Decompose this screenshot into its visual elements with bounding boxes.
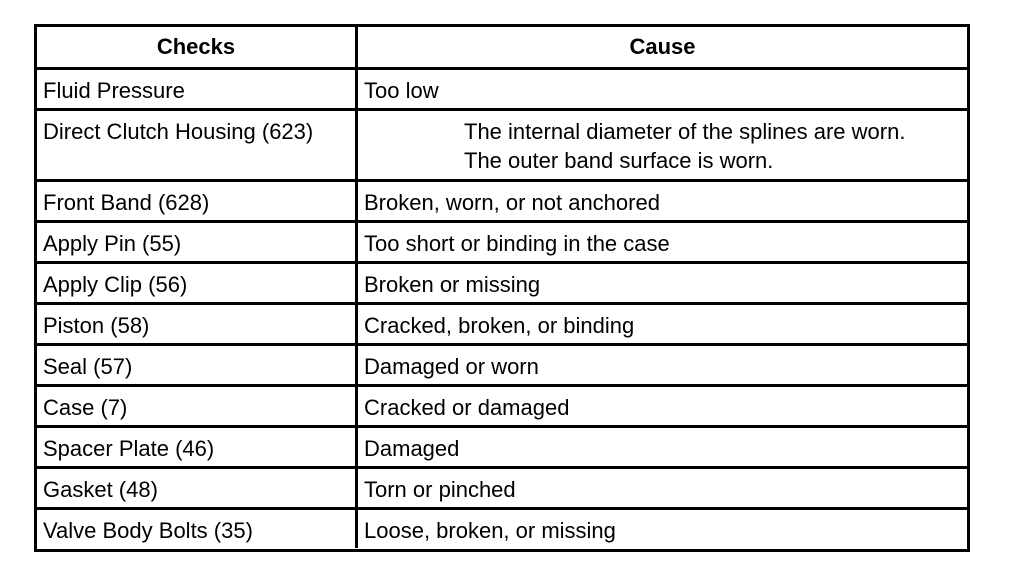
table-row [37, 425, 967, 466]
cause-line: The outer band surface is worn. [464, 148, 774, 173]
cause-cell: Broken, worn, or not anchored [364, 190, 660, 215]
table-row [37, 261, 967, 302]
cause-line: The internal diameter of the splines are worn. [464, 119, 906, 144]
check-cell: Front Band (628) [37, 182, 358, 220]
check-cell: Direct Clutch Housing (623) [37, 111, 358, 179]
cause-cell: Too short or binding in the case [364, 231, 670, 256]
table-row [37, 108, 967, 179]
cause-cell: Cracked or damaged [364, 395, 570, 420]
header-cause: Cause [629, 34, 696, 59]
table-header-row [37, 27, 967, 67]
check-cell: Piston (58) [37, 305, 358, 343]
table-row [37, 343, 967, 384]
table-row [37, 179, 967, 220]
table-row [37, 67, 967, 108]
table-row [37, 384, 967, 425]
check-cell: Spacer Plate (46) [37, 428, 358, 466]
header-checks: Checks [37, 27, 358, 67]
cause-cell: Too low [364, 78, 439, 103]
table-row [37, 507, 967, 548]
table-row [37, 466, 967, 507]
check-cell: Valve Body Bolts (35) [37, 510, 358, 548]
cause-cell: Torn or pinched [364, 477, 516, 502]
cause-cell: Damaged or worn [364, 354, 539, 379]
table-row [37, 302, 967, 343]
check-cell: Apply Clip (56) [37, 264, 358, 302]
check-cell: Fluid Pressure [37, 70, 358, 108]
cause-cell: Cracked, broken, or binding [364, 313, 635, 338]
check-cell: Case (7) [37, 387, 358, 425]
table-row [37, 220, 967, 261]
check-cell: Seal (57) [37, 346, 358, 384]
cause-cell: Loose, broken, or missing [364, 518, 616, 543]
cause-cell [358, 111, 967, 179]
cause-cell: Broken or missing [364, 272, 541, 297]
check-cell: Apply Pin (55) [37, 223, 358, 261]
diagnosis-table [34, 24, 970, 552]
check-cell: Gasket (48) [37, 469, 358, 507]
cause-cell: Damaged [364, 436, 460, 461]
